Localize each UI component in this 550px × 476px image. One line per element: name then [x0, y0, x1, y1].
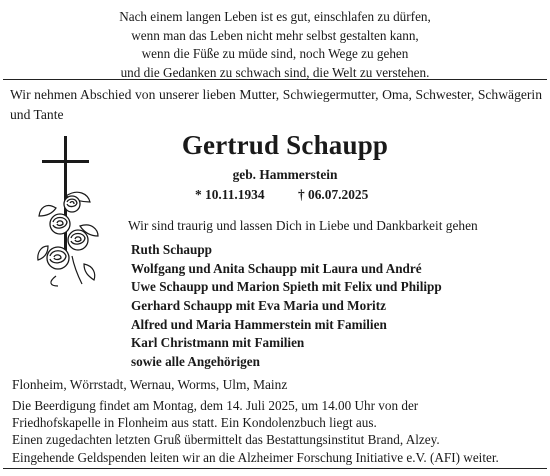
poem-line: Nach einem langen Leben ist es gut, einschlafen zu dürfen, [119, 9, 431, 24]
notice-line: Die Beerdigung findet am Montag, dem 14. Juli 2025, um 14.00 Uhr von der [12, 398, 419, 413]
maiden-name: geb. Hammerstein [232, 167, 338, 182]
bottom-divider [3, 468, 547, 469]
notice-line: Einen zugedachten letzten Gruß übermittelt das Bestattungsinstitut Brand, Alzey. [12, 432, 440, 448]
death-date: † 06.07.2025 [298, 187, 369, 202]
poem-line: wenn man das Leben nicht mehr selbst gestalten kann, [131, 27, 419, 43]
places-line: Flonheim, Wörrstadt, Wernau, Worms, Ulm, Mainz [12, 377, 288, 392]
list-item: Ruth Schaupp [131, 242, 212, 257]
poem [0, 8, 550, 82]
sorrow-line: Wir sind traurig und lassen Dich in Liebe und Dankbarkeit gehen [128, 218, 478, 233]
list-item: Wolfgang und Anita Schaupp mit Laura und André [131, 260, 422, 276]
cross-with-roses-icon [36, 136, 100, 288]
list-item: Gerhard Schaupp mit Eva Maria und Moritz [131, 298, 386, 314]
farewell-intro: Wir nehmen Abschied von unserer lieben Mutter, Schwiegermutter, Oma, Schwester, Schwägerin und Tante [10, 87, 542, 122]
notice-line: Friedhofskapelle in Flonheim aus statt. Ein Kondolenzbuch liegt aus. [12, 415, 377, 431]
notice-line: Eingehende Geldspenden leiten wir an die Alzheimer Forschung Initiative e.V. (AFI) weiter. [12, 449, 499, 465]
list-item: Uwe Schaupp und Marion Spieth mit Felix und Philipp [131, 279, 442, 295]
birth-date: * 10.11.1934 [195, 187, 265, 202]
deceased-name: Gertrud Schaupp [181, 130, 389, 160]
list-item: Karl Christmann mit Familien [131, 335, 305, 351]
list-item: sowie alle Angehörigen [131, 354, 260, 370]
funeral-notice [12, 397, 540, 466]
mourners-list [131, 241, 442, 372]
list-item: Alfred und Maria Hammerstein mit Familien [131, 316, 387, 332]
poem-line: und die Gedanken zu schwach sind, die Welt zu verstehen. [120, 64, 430, 80]
top-divider [3, 79, 547, 80]
poem-line: wenn die Füße zu müde sind, noch Wege zu gehen [141, 46, 409, 62]
